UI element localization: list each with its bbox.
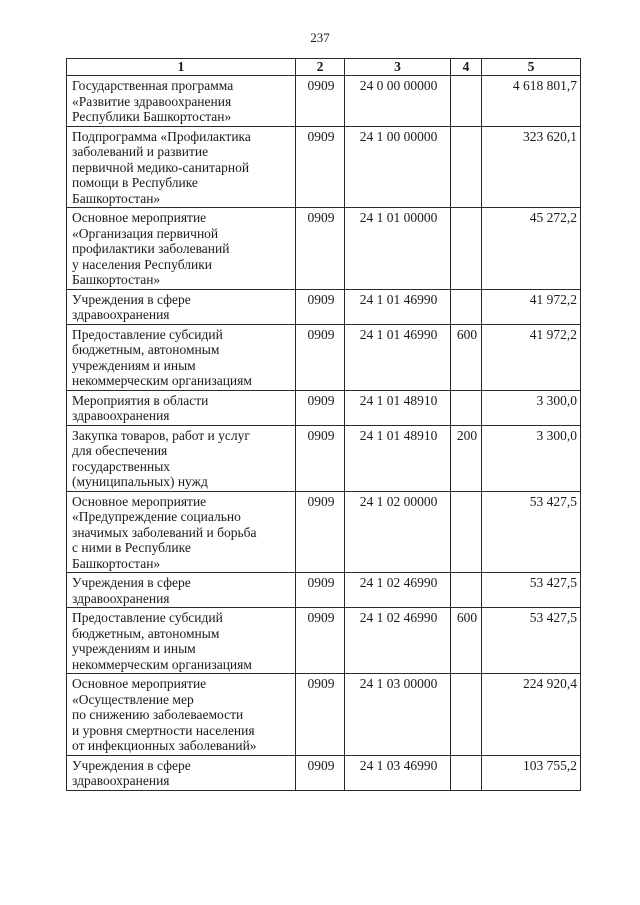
item-name: Государственная программа «Развитие здравоохранения Республики Башкортостан» bbox=[72, 78, 234, 124]
table-row bbox=[67, 425, 581, 491]
amount-cell bbox=[482, 491, 581, 573]
target-code-cell bbox=[345, 208, 451, 290]
item-name: Основное мероприятие «Осуществление мер по снижению заболеваемости и уровня смертности населения от инфекционных заболеваний» bbox=[72, 676, 257, 753]
expense-type-cell bbox=[451, 573, 482, 608]
amount: 41 972,2 bbox=[529, 326, 577, 342]
target-code-cell bbox=[345, 324, 451, 390]
header-col-3: 3 bbox=[345, 59, 451, 76]
target-code: 24 0 00 00000 bbox=[359, 78, 438, 93]
item-name-cell bbox=[67, 755, 296, 790]
expense-type-cell bbox=[451, 674, 482, 756]
table-row bbox=[67, 674, 581, 756]
amount-cell bbox=[482, 390, 581, 425]
target-code: 24 1 01 46990 bbox=[359, 291, 438, 307]
amount: 4 618 801,7 bbox=[512, 78, 577, 93]
header-col-1: 1 bbox=[67, 59, 296, 76]
section-code-cell bbox=[296, 491, 345, 573]
section-code-cell bbox=[296, 208, 345, 290]
expense-type-cell bbox=[451, 126, 482, 208]
table-row bbox=[67, 289, 581, 324]
section-code: 0909 bbox=[307, 291, 335, 307]
expense-type-cell bbox=[451, 324, 482, 390]
section-code: 0909 bbox=[307, 210, 335, 225]
expense-type-cell bbox=[451, 76, 482, 127]
expense-type-cell bbox=[451, 425, 482, 491]
amount: 323 620,1 bbox=[523, 128, 577, 144]
target-code: 24 1 02 00000 bbox=[359, 493, 438, 509]
amount-cell bbox=[482, 573, 581, 608]
amount: 53 427,5 bbox=[529, 610, 577, 625]
target-code: 24 1 01 00000 bbox=[359, 210, 438, 225]
target-code: 24 1 02 46990 bbox=[359, 610, 438, 625]
item-name-cell bbox=[67, 608, 296, 674]
target-code: 24 1 02 46990 bbox=[359, 575, 438, 590]
expense-type: 600 bbox=[456, 610, 478, 625]
table-row bbox=[67, 208, 581, 290]
item-name: Закупка товаров, работ и услуг для обеспечения государственных (муниципальных) нужд bbox=[72, 427, 250, 489]
amount-cell bbox=[482, 208, 581, 290]
section-code-cell bbox=[296, 390, 345, 425]
amount: 103 755,2 bbox=[523, 757, 577, 773]
section-code: 0909 bbox=[307, 757, 335, 773]
target-code-cell bbox=[345, 289, 451, 324]
item-name: Учреждения в сфере здравоохранения bbox=[72, 291, 191, 322]
section-code: 0909 bbox=[307, 676, 335, 691]
item-name-cell bbox=[67, 390, 296, 425]
table-row bbox=[67, 76, 581, 127]
section-code: 0909 bbox=[307, 610, 335, 625]
item-name: Предоставление субсидий бюджетным, автономным учреждениям и иным некоммерческим организациям bbox=[72, 610, 252, 672]
target-code-cell bbox=[345, 126, 451, 208]
item-name: Подпрограмма «Профилактика заболеваний и развитие первичной медико-санитарной помощи в Республике Башкортостан» bbox=[72, 128, 251, 206]
target-code: 24 1 01 48910 bbox=[359, 427, 438, 443]
expense-type-cell bbox=[451, 289, 482, 324]
amount-cell bbox=[482, 425, 581, 491]
item-name: Учреждения в сфере здравоохранения bbox=[72, 575, 191, 606]
amount: 45 272,2 bbox=[529, 210, 577, 225]
target-code: 24 1 01 48910 bbox=[359, 392, 438, 408]
page-number: 237 bbox=[310, 30, 330, 45]
target-code: 24 1 00 00000 bbox=[359, 128, 438, 144]
table-row bbox=[67, 126, 581, 208]
expense-type-cell bbox=[451, 491, 482, 573]
table-row bbox=[67, 573, 581, 608]
amount-cell bbox=[482, 608, 581, 674]
header-col-4: 4 bbox=[451, 59, 482, 76]
section-code-cell bbox=[296, 573, 345, 608]
item-name-cell bbox=[67, 76, 296, 127]
amount: 53 427,5 bbox=[529, 493, 577, 509]
amount-cell bbox=[482, 289, 581, 324]
expense-type-cell bbox=[451, 208, 482, 290]
section-code: 0909 bbox=[307, 427, 335, 443]
table-row bbox=[67, 390, 581, 425]
section-code: 0909 bbox=[307, 392, 335, 408]
target-code-cell bbox=[345, 390, 451, 425]
target-code-cell bbox=[345, 425, 451, 491]
target-code-cell bbox=[345, 573, 451, 608]
item-name-cell bbox=[67, 289, 296, 324]
amount-cell bbox=[482, 76, 581, 127]
section-code-cell bbox=[296, 289, 345, 324]
section-code-cell bbox=[296, 755, 345, 790]
amount: 41 972,2 bbox=[529, 291, 577, 307]
item-name-cell bbox=[67, 208, 296, 290]
item-name: Предоставление субсидий бюджетным, автономным учреждениям и иным некоммерческим организациям bbox=[72, 326, 252, 388]
item-name: Основное мероприятие «Организация первичной профилактики заболеваний у населения Республики Башкортостан» bbox=[72, 210, 230, 287]
item-name-cell bbox=[67, 674, 296, 756]
item-name-cell bbox=[67, 573, 296, 608]
table-row bbox=[67, 755, 581, 790]
amount-cell bbox=[482, 126, 581, 208]
section-code-cell bbox=[296, 608, 345, 674]
section-code: 0909 bbox=[307, 575, 335, 590]
item-name-cell bbox=[67, 324, 296, 390]
target-code: 24 1 03 00000 bbox=[359, 676, 438, 691]
table-row bbox=[67, 491, 581, 573]
target-code-cell bbox=[345, 674, 451, 756]
section-code: 0909 bbox=[307, 493, 335, 509]
target-code: 24 1 03 46990 bbox=[359, 757, 438, 773]
section-code-cell bbox=[296, 425, 345, 491]
amount: 3 300,0 bbox=[536, 392, 577, 408]
target-code: 24 1 01 46990 bbox=[359, 326, 438, 342]
amount-cell bbox=[482, 324, 581, 390]
expense-type-cell bbox=[451, 755, 482, 790]
section-code-cell bbox=[296, 674, 345, 756]
section-code: 0909 bbox=[307, 128, 335, 144]
item-name-cell bbox=[67, 126, 296, 208]
section-code: 0909 bbox=[307, 326, 335, 342]
item-name: Основное мероприятие «Предупреждение социально значимых заболеваний и борьба с ними в Республике Башкортостан» bbox=[72, 493, 257, 571]
header-col-5: 5 bbox=[482, 59, 581, 76]
item-name-cell bbox=[67, 425, 296, 491]
header-row bbox=[67, 59, 581, 76]
target-code-cell bbox=[345, 76, 451, 127]
section-code-cell bbox=[296, 126, 345, 208]
amount-cell bbox=[482, 674, 581, 756]
item-name: Мероприятия в области здравоохранения bbox=[72, 392, 209, 423]
expense-type: 600 bbox=[456, 326, 478, 342]
amount: 224 920,4 bbox=[523, 676, 577, 691]
amount: 3 300,0 bbox=[536, 427, 577, 443]
section-code-cell bbox=[296, 76, 345, 127]
expense-type-cell bbox=[451, 608, 482, 674]
table-row bbox=[67, 608, 581, 674]
expense-type: 200 bbox=[456, 427, 478, 443]
expense-type-cell bbox=[451, 390, 482, 425]
target-code-cell bbox=[345, 491, 451, 573]
table-row bbox=[67, 324, 581, 390]
target-code-cell bbox=[345, 608, 451, 674]
section-code: 0909 bbox=[307, 78, 335, 93]
budget-table bbox=[66, 58, 581, 791]
amount: 53 427,5 bbox=[529, 575, 577, 590]
amount-cell bbox=[482, 755, 581, 790]
item-name-cell bbox=[67, 491, 296, 573]
target-code-cell bbox=[345, 755, 451, 790]
item-name: Учреждения в сфере здравоохранения bbox=[72, 757, 191, 788]
section-code-cell bbox=[296, 324, 345, 390]
table-body bbox=[67, 76, 581, 791]
header-col-2: 2 bbox=[296, 59, 345, 76]
table-header bbox=[67, 59, 581, 76]
